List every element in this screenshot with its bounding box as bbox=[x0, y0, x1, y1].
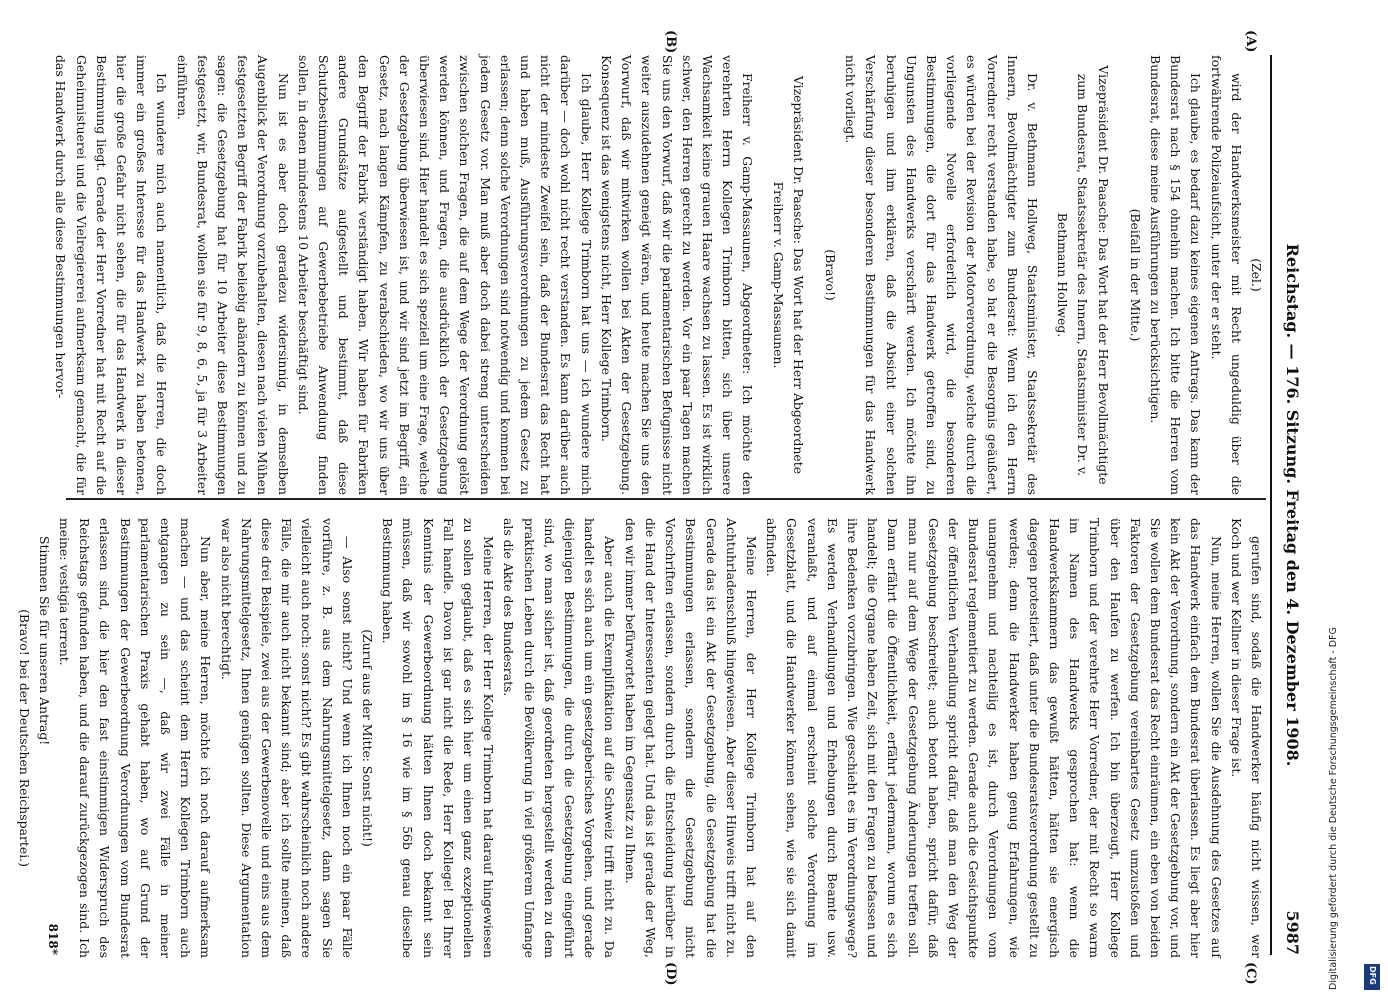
margin-marker-b: (B) bbox=[663, 30, 678, 54]
paragraph: Nun aber, meine Herren, möchte ich noch darauf aufmerksam machen — und das scheint dem Herrn Kollegen Trimborn auch entgangen zu sein —, daß wir zwei Fälle in meiner parlamentarischen Praxis gehabt haben, wo auf Grund der Bestimmungen der Gewerbeordnung Verordnungen vom Bundesrat erlassen sind, die hier den fast einstimmigen Widerspruch des Reichstags gefunden haben, und die darauf zurückgezogen sind. Ich meine: vestigia terrent. bbox=[57, 518, 214, 958]
paragraph: Freiherr v. Gamp-Massaunen, Abgeordneter: Ich möchte den verehrten Herrn Kollegen Trimborn bitten, sich über unsere Wachsamkeit keine grauen Haare wachsen zu lassen. Es ist wirklich schwer, den Herren gerecht zu werden. Vor ein paar Tagen machen Sie uns den Vorwurf, daß wir die parlamentarischen Befugnisse nicht weiter auszudehnen geneigt wären, und heute machen Sie uns den Vorwurf, daß wir mitwirken wollen bei Akten der Gesetzgebung. Konsequenz ist das wenigstens nicht, Herr Kollege Trimborn. bbox=[598, 55, 756, 495]
paragraph: Vizepräsident Dr. Paasche: Das Wort hat der Herr Abgeordnete Freiherr v. Gamp-Massaunen. bbox=[770, 75, 806, 475]
column-divider bbox=[66, 498, 1266, 500]
paragraph: Meine Herren, der Herr Kollege Trimborn hat auf den Achtuhrladenschluß hingewiesen. Aber dieser Hinweis trifft nicht zu. Gerade das ist ein Akt der Gesetzgebung, die Gesetzgebung hat die Bestimmungen erlassen, sondern die Gesetzgebung nicht Vorschriften erlassen, sondern durch die Entscheidung hierüber in die Hand der Interessenten gelegt hat. Und das ist gerade der Weg, den wir immer befürwortet haben im Gegensatz zu Ihnen. bbox=[622, 518, 759, 958]
running-title: Reichstag. — 176. Sitzung. Freitag den 4. Dezember 1908. bbox=[1283, 243, 1302, 767]
margin-marker-c: (C) bbox=[1243, 962, 1258, 985]
paragraph: wird der Handwerksmeister mit Recht ungeduldig über die fortwährende Polizeiaufsicht, unter der er steht. bbox=[1208, 55, 1244, 495]
paragraph: Meine Herren, der Herr Kollege Trimborn hat darauf hingewiesen zu sollen geglaubt, daß es sich hier um einen ganz exzeptionellen Fall handle. Davon ist gar nicht die Rede, Herr Kollege! Bei Ihrer Kenntnis der Gewerbeordnung hätten Ihnen doch bekannt sein müssen, daß wir sowohl im § 16 wie im § 56b genau dieselbe Bestimmung haben. bbox=[380, 518, 497, 958]
margin-marker-a: (A) bbox=[1243, 30, 1258, 53]
paragraph: Ich glaube, es bedarf dazu keines eigenen Antrags. Das kann der Bundesrat nach § 154 ohnehin machen. Ich bitte die Herren vom Bundesrat, diese meine Ausführungen zu berücksichtigen. bbox=[1147, 55, 1204, 495]
dfg-logo bbox=[1364, 964, 1380, 990]
page-reference: 818* bbox=[46, 923, 60, 955]
paragraph: (Bravo! bei der Deutschen Reichspartei.) bbox=[16, 609, 32, 867]
paragraph: (Zel.) bbox=[1249, 258, 1264, 292]
page-header bbox=[1270, 55, 1310, 955]
paragraph: (Bravo!) bbox=[822, 249, 838, 301]
paragraph: — Also sonst nicht? Und wenn ich Ihnen noch ein paar Fälle vorführe, z. B. aus dem Nahrungsmittelgesetz, dann sagen Sie vielleicht auch noch: sonst nicht? Es gibt wahrscheinlich noch andere Fälle, die mir auch nicht bekannt sind; aber ich sollte meinen, daß diese drei Beispiele, zwei aus der Gewerbenovelle und eins aus dem Nahrungsmittelgesetz, Ihnen genügen sollten. Diese Argumentation war also nicht berechtigt. bbox=[218, 518, 355, 958]
page-number: 5987 bbox=[1283, 910, 1302, 955]
paragraph: Nun ist es aber doch geradezu widersinnig, in demselben Augenblick der Verordnung vorzubehalten, diesen nach vielen Mühen festgesetzten Begriff der Fabrik beliebig abändern zu können und zu sagen: die Gesetzgebung hat für 10 Arbeiter diese Bestimmungen festgesetzt, wir, Bundesrat, wollen sie für 9, 8, 6, 5, ja für 3 Arbeiter einführen. bbox=[174, 55, 291, 495]
paragraph: Ich glaube, Herr Kollege Trimborn hat uns — ich wundere mich darüber — doch wohl nicht recht verstanden. Es kann darüber auch nicht der mindeste Zweifel sein, daß der Bundesrat das Recht hat und haben muß, Ausführungsverordnungen zu jedem Gesetz zu erlassen; denn solche Verordnungen sind notwendig und kommen bei jedem Gesetz vor. Man muß aber doch dabei streng unterscheiden zwischen solchen Fragen, die auf dem Wege der Verordnung gelöst werden können, und Fragen, die ausdrücklich der Gesetzgebung überwiesen sind. Hier handelt es sich speziell um eine Frage, welche der Gesetzgebung überwiesen ist, und wir sind jetzt im Begriff, ein Gesetz, nach langen Kämpfen, zu verabschieden, wo wir uns über den Begriff der Fabrik verständigt haben. Wir haben für Fabriken andere Grundsätze aufgestellt und bestimmt, daß diese Schutzbestimmungen auf Gewerbebetriebe Anwendung finden sollen, in denen mindestens 10 Arbeiter beschäftigt sind. bbox=[295, 55, 594, 495]
paragraph: (Zuruf aus der Mitte: Sonst nicht!) bbox=[360, 629, 376, 847]
dfg-logo-text: DFG bbox=[1368, 966, 1377, 985]
paragraph: Aber auch die Exemplifikation auf die Schweiz trifft nicht zu. Da handelt es sich auch um ein gesetzgeberisches Vorgehen, und gerade diejenigen Bestimmungen, die durch die Gesetzgebung eingeführt sind, wo man sicher ist, daß geordneten hergestellt werden zu dem praktischen Leben durch die Bevölkerung in viel größerem Umfange als die Akte des Bundesrats. bbox=[501, 518, 618, 958]
paragraph: (Beifall in der Mitte.) bbox=[1127, 208, 1143, 342]
paragraph: Vizepräsident Dr. Paasche: Das Wort hat der Herr Bevollmächtigte zum Bundesrat, Staatssekretär des Innern, Staatsminister Dr. v. Bethmann Hollweg. bbox=[1055, 65, 1111, 485]
paragraph: Dr. v. Bethmann Hollweg, Staatsminister, Staatssekretär des Innern, Bevollmächtigter zum Bundesrat: Wenn ich den Herrn Vorredner recht verstanden habe, so hat er die Besorgnis geäußert, es würden bei der Revision der Motorverordnung, welche durch die vorliegende Novelle erforderlich wird, die besonderen Bestimmungen, die dort für das Handwerk getroffen sind, zu Ungunsten des Handwerks verschärft werden. Ich möchte ihn beruhigen und ihm erklären, daß die Absicht einer solchen Verschärfung dieser besonderen Bestimmungen für das Handwerk nicht vorliegt. bbox=[843, 55, 1040, 495]
rotated-document-page bbox=[8, 0, 1318, 1000]
paragraph: Ich wundere mich auch namentlich, daß die Herren, die doch immer ein großes Interesse für das Handwerk zu haben betonen, hier die große Gefahr nicht sehen, die für das Handwerk in dieser Bestimmung liegt. Gerade der Herr Vorredner hat mit Recht auf die Geheimnistuerei und die Vielregiererei aufmerksam gemacht, die für das Handwerk durch alle diese Bestimmungen hervor- bbox=[53, 55, 170, 495]
paragraph: gerufen sind, sodaß die Handwerker häufig nicht wissen, wer Koch und wer Kellner in dieser Frage ist. bbox=[1228, 518, 1264, 958]
digitization-credit-text: Digitalisierung gefördert durch die Deutsche Forschungsgemeinschaft - DFG bbox=[1328, 627, 1339, 990]
left-text-column bbox=[53, 55, 1266, 495]
paragraph: Nun, meine Herren, wollen Sie die Ausdehnung des Gesetzes auf das Handwerk einfach dem Bundesrat überlassen. Es liegt aber hier kein Akt der Verordnung, sondern ein Akt der Gesetzgebung vor, und Sie wollen dem Bundesrat das Recht einräumen, ein eben von beiden Faktoren der Gesetzgebung vereinbartes Gesetz umzustoßen und über den Haufen zu werfen. Ich bin überzeugt, Herr Kollege Trimborn und der verehrte Herr Vorredner, der mit Recht so warm im Namen des Handwerks gesprochen hat: wenn die Handwerkskammern das gewußt hätten, hätten sie energisch dagegen protestiert, daß unter die Bundesratsverordnung gestellt zu werden; denn die Handwerker haben genug Erfahrungen, wie unangenehm und nachteilig es ist, durch Verordnungen vom Bundesrat reglementiert zu werden. Gerade auch die Gesichtspunkte der öffentlichen Verhandlung spricht dafür, daß man den Weg der Gesetzgebung beschreitet; auch betont haben, spricht dafür, daß man nur auf dem Wege der Gesetzgebung Änderungen treffen soll. Dann erfährt die Öffentlichkeit, erfährt jedermann, worum es sich handelt; die Organe haben Zeit, sich mit den Fragen zu befassen und ihre Bedenken vorzubringen. Wie geschieht es im Verordnungswege? Es werden Verhandlungen und Erhebungen durch Beamte usw. veranlaßt, und auf einmal erscheint solche Verordnung im Gesetzblatt, und die Handwerker können sehen, wie sie sich damit abfinden. bbox=[764, 518, 1224, 958]
margin-marker-d: (D) bbox=[663, 962, 678, 986]
paragraph: Stimmen Sie für unseren Antrag! bbox=[36, 536, 52, 746]
